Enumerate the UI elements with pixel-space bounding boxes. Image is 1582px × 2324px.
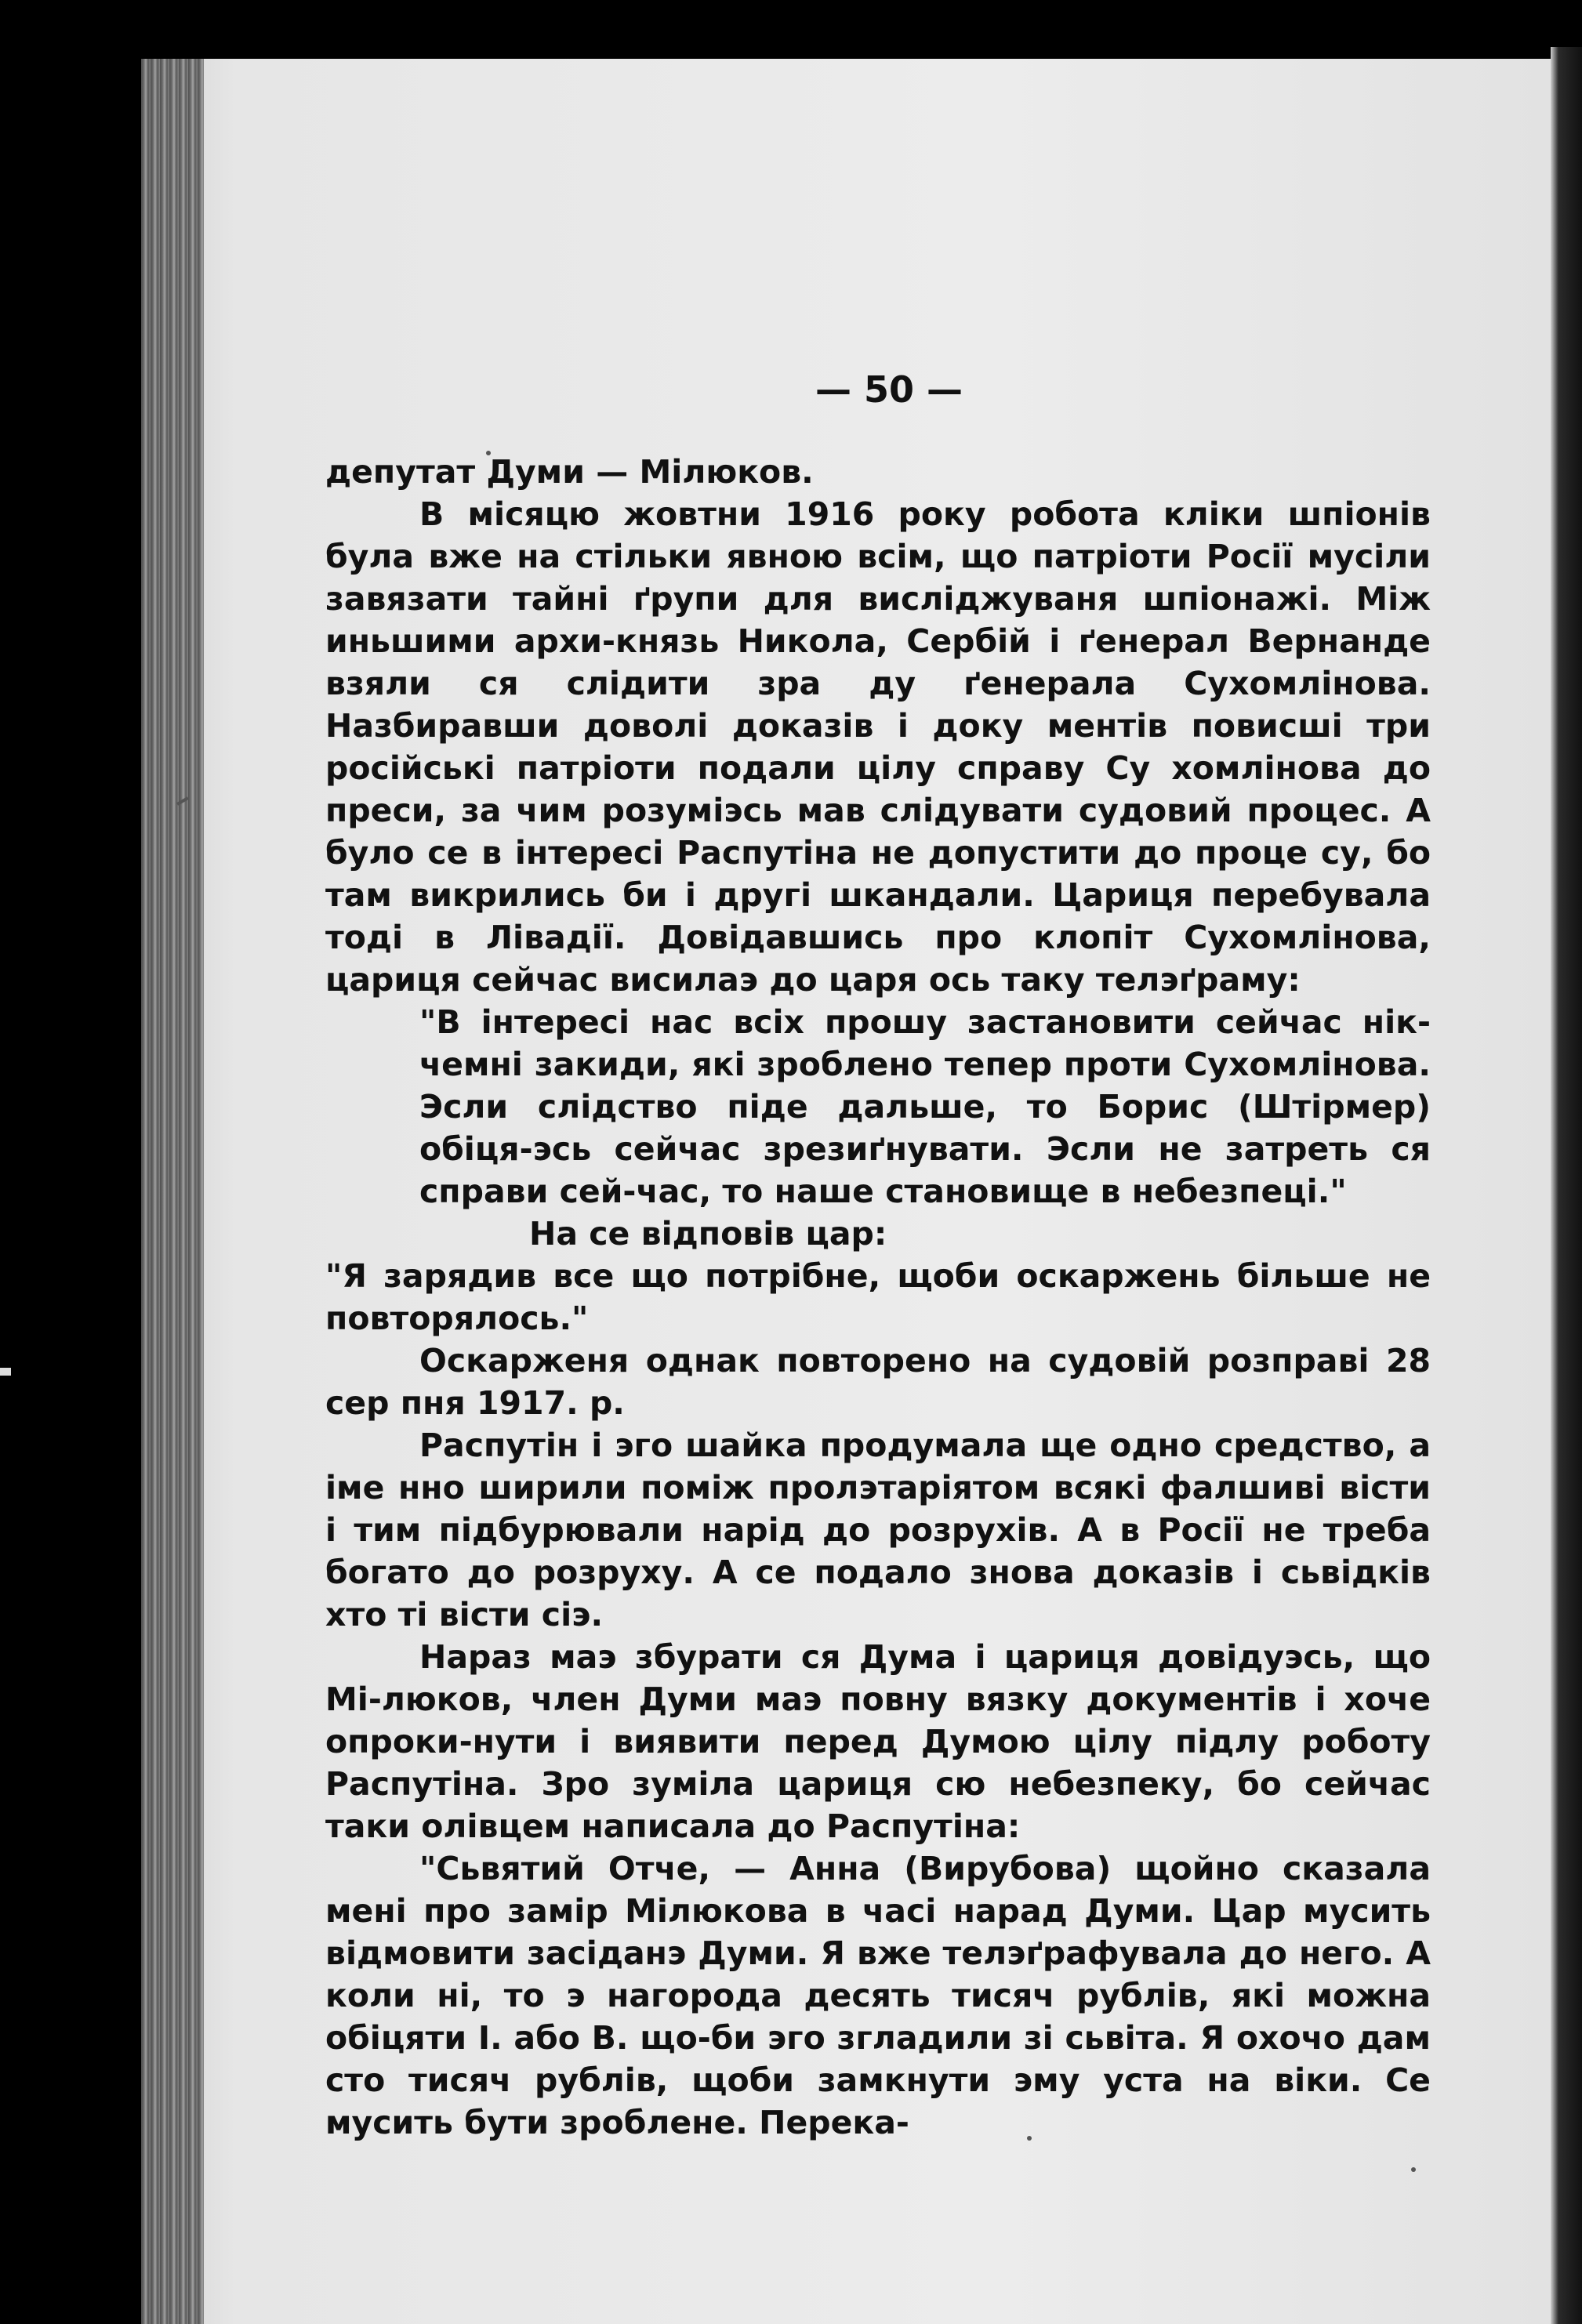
paragraph: На се відповів цар: bbox=[529, 1215, 887, 1253]
page-right-border bbox=[1551, 47, 1582, 2324]
paragraph: депутат Думи — Мілюков. bbox=[325, 453, 814, 491]
paragraph: Оскарженя однак повторено на судовій розправі 28 сер пня 1917. р. bbox=[325, 1342, 1431, 1422]
margin-tick bbox=[0, 1368, 11, 1376]
quoted-letter: "Сьвятий Отче, — Анна (Вирубова) щойно сказала мені про замір Мілюкова в часі нарад Думи. Цар мусить відмовити засіданэ Думи. Я вже телэґрафувала до него. А коли ні, то э нагорода десять тисяч рублів, які можна обіцяти І. або В. що-би эго згладили зі сьвіта. Я охочо дам сто тисяч рублів, щоби замкнути эму уста на віки. Се мусить бути зроблене. Перека- bbox=[325, 1850, 1431, 2141]
book-spine-edge bbox=[141, 59, 204, 2324]
quoted-telegram: "В інтересі нас всіх прошу застановити сейчас нік-чемні закиди, які зроблено тепер проти Сухомлінова. Эсли слідство піде дальше, то Борис (Штірмер) обіця-эсь сейчас зрезиґнувати. Эсли не затреть ся справи сей-час, то наше становище в небезпеці." bbox=[419, 1003, 1431, 1210]
page-number: — 50 — bbox=[815, 368, 963, 411]
quoted-reply: "Я зарядив все що потрібне, щоби оскаржень більше не повторялось." bbox=[325, 1257, 1431, 1337]
paragraph: В місяцю жовтни 1916 року робота кліки шпіонів була вже на стільки явною всім, що патріоти Росії мусіли завязати тайні ґрупи для висліджуваня шпіонажі. Між иньшими архи-князь Никола, Сербій і ґенерал Вернанде взяли ся слідити зра ду ґенерала Сухомлінова. Назбиравши доволі доказів і доку ментів повисші три російські патріоти подали цілу справу Су хомлінова до преси, за чим розуміэсь мав слідувати судовий процес. А було се в інтересі Распутіна не допустити до проце су, бо там викрились би і другі шкандали. Цариця перебувала тоді в Лівадії. Довідавшись про клопіт Сухомлінова, цариця сейчас висилаэ до царя ось таку телэґраму: bbox=[325, 495, 1431, 999]
document-body bbox=[325, 451, 1431, 2144]
paragraph: Распутін і эго шайка продумала ще одно средство, а іме нно ширили поміж пролэтаріятом всякі фалшиві вісти і тим підбурювали нарід до розрухів. А в Росії не треба богато до розруху. А се подало знова доказів і сьвідків хто ті вісти сіэ. bbox=[325, 1427, 1431, 1633]
speck bbox=[1411, 2167, 1416, 2172]
paragraph: Нараз маэ збурати ся Дума і цариця довідуэсь, що Мі-люков, член Думи маэ повну вязку документів і хоче опроки-нути і виявити перед Думою цілу підлу роботу Распутіна. Зро зуміла цариця сю небезпеку, бо сейчас таки олівцем написала до Распутіна: bbox=[325, 1638, 1431, 1845]
